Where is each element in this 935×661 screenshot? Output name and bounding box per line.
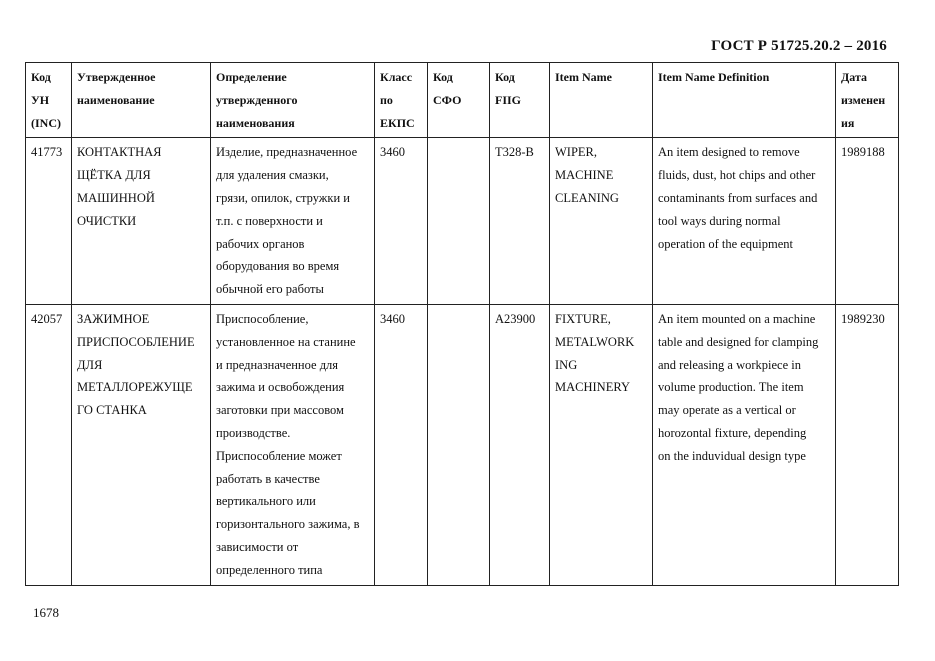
cell-class: 3460 [375,304,428,585]
table-row [26,138,899,305]
item-name-table [25,62,899,586]
cell-approved-name: ЗАЖИМНОЕ ПРИСПОСОБЛЕНИЕ ДЛЯ МЕТАЛЛОРЕЖУЩЕ ГО СТАНКА [72,304,211,585]
cell-approved-name: КОНТАКТНАЯ ЩЁТКА ДЛЯ МАШИННОЙ ОЧИСТКИ [72,138,211,305]
column-header-date: Дата изменен ия [836,63,899,138]
table-row [26,304,899,585]
cell-date: 1989188 [836,138,899,305]
cell-fiig: T328-B [490,138,550,305]
column-header-inc: Код УН (INC) [26,63,72,138]
document-title: ГОСТ Р 51725.20.2 – 2016 [711,38,887,54]
cell-sfo [428,138,490,305]
column-header-sfo: Код СФО [428,63,490,138]
column-header-class: Класс по ЕКПС [375,63,428,138]
cell-class: 3460 [375,138,428,305]
cell-definition: Изделие, предназначенное для удаления смазки, грязи, опилок, стружки и т.п. с поверхности и рабочих органов оборудования во время обычной его работы [211,138,375,305]
column-header-approved-name: Утвержденное наименование [72,63,211,138]
cell-item-name: WIPER, MACHINE CLEANING [550,138,653,305]
page-number: 1678 [33,605,59,620]
cell-date: 1989230 [836,304,899,585]
column-header-fiig: Код FIIG [490,63,550,138]
column-header-item-definition: Item Name Definition [653,63,836,138]
cell-sfo [428,304,490,585]
cell-inc: 41773 [26,138,72,305]
cell-fiig: A23900 [490,304,550,585]
cell-inc: 42057 [26,304,72,585]
cell-item-name: FIXTURE, METALWORK ING MACHINERY [550,304,653,585]
cell-definition: Приспособление, установленное на станине и предназначенное для зажима и освобождения заготовки при массовом производстве. Приспособление может работать в качестве вертикального или горизонтального зажима, в зависимости от определенного типа [211,304,375,585]
column-header-definition: Определение утвержденного наименования [211,63,375,138]
table-header-row [26,63,899,138]
cell-item-definition: An item mounted on a machine table and designed for clamping and releasing a workpiece in volume production. The item may operate as a vertical or horozontal fixture, depending on the induvidual design type [653,304,836,585]
column-header-item-name: Item Name [550,63,653,138]
cell-item-definition: An item designed to remove fluids, dust, hot chips and other contaminants from surfaces and tool ways during normal operation of the equipment [653,138,836,305]
